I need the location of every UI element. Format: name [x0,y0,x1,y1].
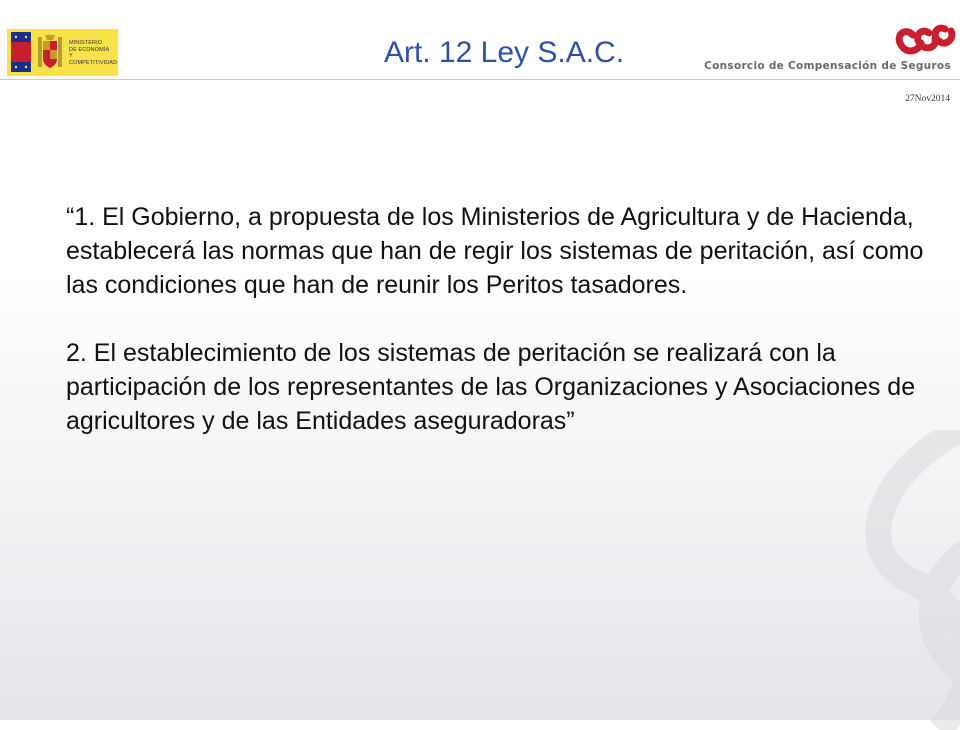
background-emblem [790,430,960,730]
paragraph: 2. El establecimiento de los sistemas de peritación se realizará con la participación de los representantes de las Organizaciones y Asociaciones de agricultores y de las Entidades aseguradoras” [66,339,916,435]
slide-date: 27Nov2014 [905,94,950,104]
quote-body [66,200,926,438]
ministry-line: DE ECONOMÍA [69,46,110,53]
paragraph: “1. El Gobierno, a propuesta de los Ministerios de Agricultura y de Hacienda, establecerá las normas que han de regir los sistemas de peritación, así como las condiciones que han de reunir los Peritos tasadores. [66,203,924,299]
ministry-line: MINISTERIO [69,40,103,46]
slide-title: Art. 12 Ley S.A.C. [383,36,625,69]
header-divider [0,79,960,80]
paragraph-gap [66,302,926,336]
ministry-line: Y COMPETITIVIDAD [69,53,118,66]
ccs-logo-icon [893,21,957,63]
org-name: Consorcio de Compensación de Seguros [704,60,951,72]
